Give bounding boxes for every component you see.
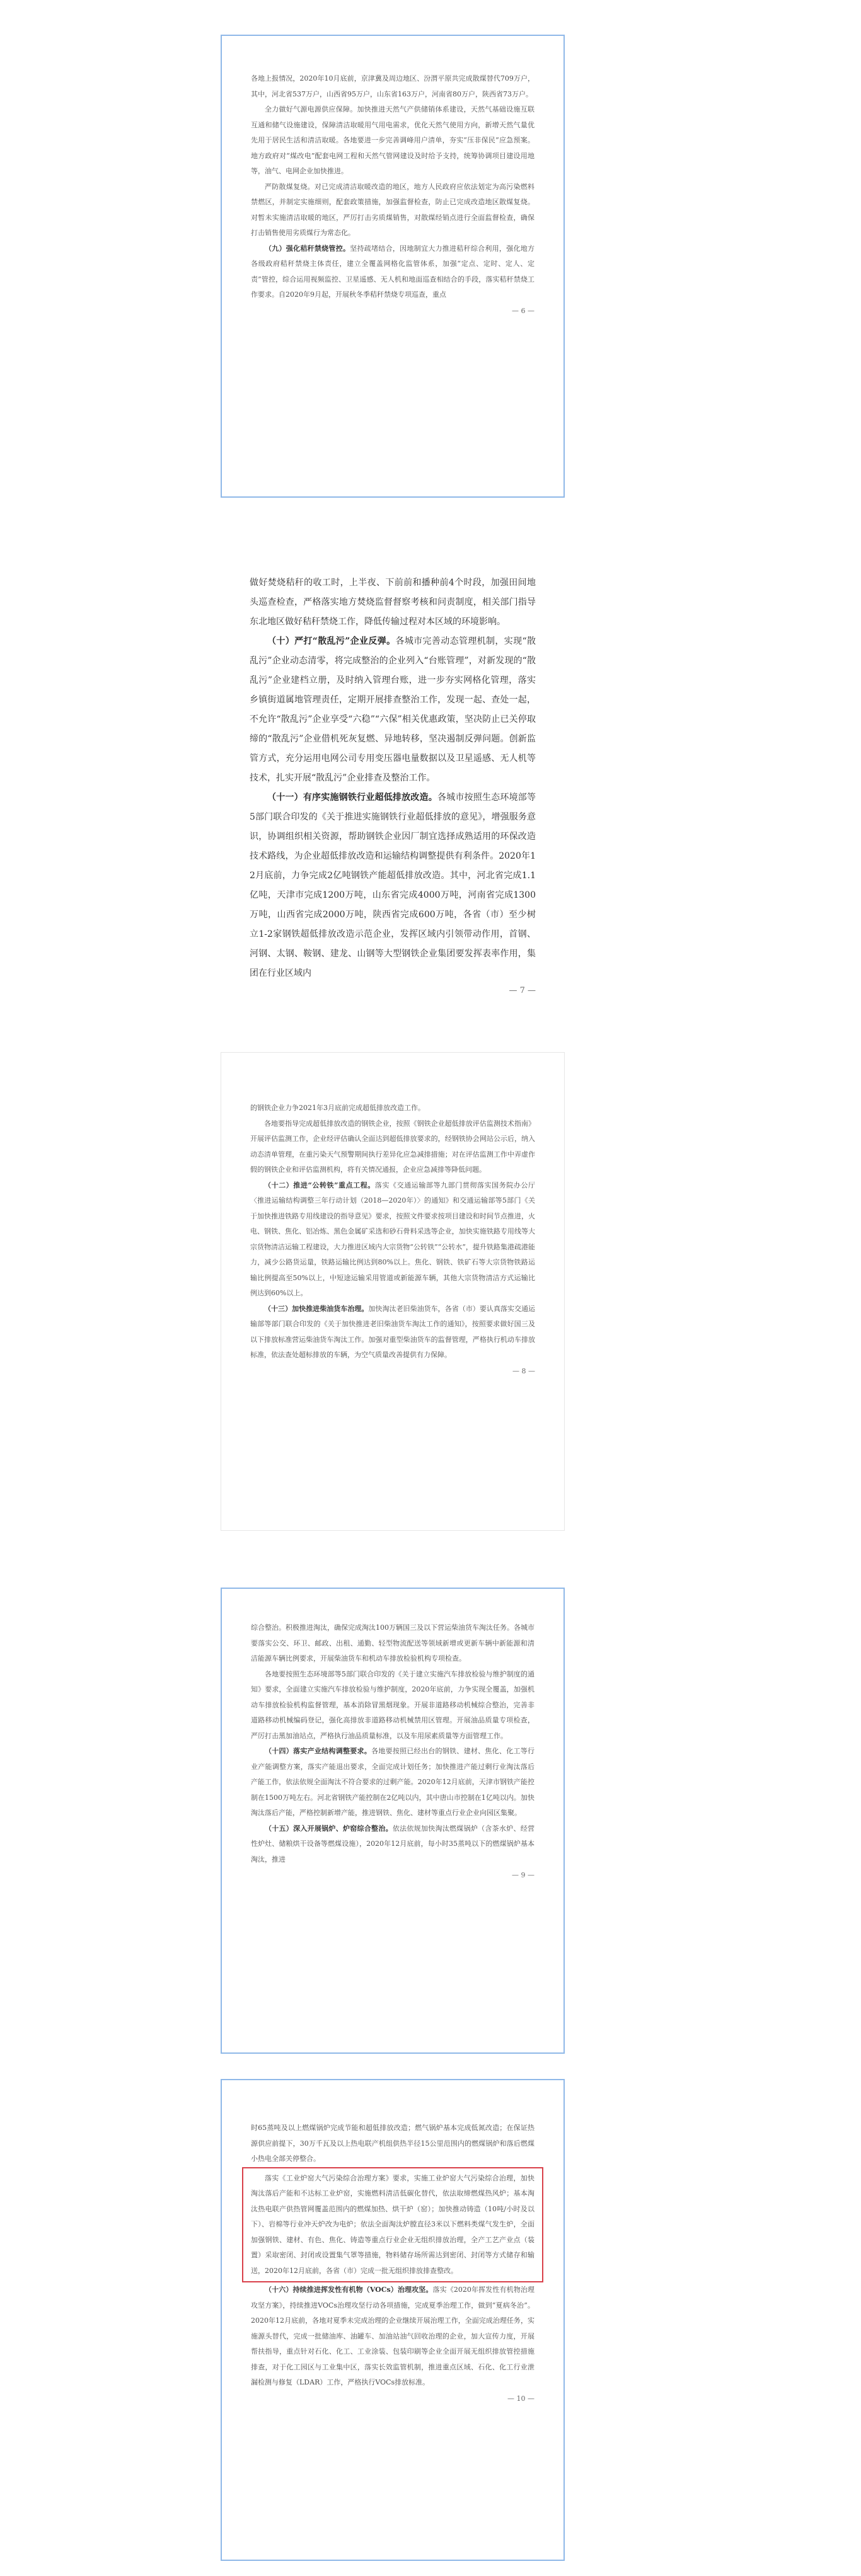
paragraph: 综合整治。积极推进淘汰，确保完成淘汰100万辆国三及以下营运柴油货车淘汰任务。各城市要落实公交、环卫、邮政、出租、通勤、轻型物流配送等领域新增或更新车辆中新能源和清洁能源车辆比例要求，开展柴油货车和机动车排放检验机构专项检查。 xyxy=(251,1623,535,1663)
document-page-4 xyxy=(221,1588,565,2054)
paragraph-text: 落实《2020年挥发性有机物治理攻坚方案》，持续推进VOCs治理攻坚行动各项措施，完成夏季治理工作，做到“夏病冬治”。2020年12月底前，各地对夏季未完成治理的企业继续开展治理工作，全面完成治理任务，实施源头替代，完成一批储油库、油罐车、加油站油气回收治理的企业，加大宣传力度，开展帮扶指导，重点针对石化、化工、工业涂装、包装印刷等企业全面开展无组织排放管控措施排查，对于化工园区与工业集中区，落实长效监管机制，推进重点区域、石化、化工行业泄漏检测与修复（LDAR）工作，严格执行VOCs排放标准。 xyxy=(251,2286,535,2386)
section-heading: （十二）推进“公转铁”重点工程。 xyxy=(264,1181,375,1189)
page-body xyxy=(251,71,535,303)
paragraph-text: 坚持疏堵结合，因地制宜大力推进秸秆综合利用，强化地方各级政府秸秆禁烧主体责任，建立全覆盖网格化监管体系，加强“定点、定时、定人、定责”管控，综合运用视频监控、卫星遥感、无人机和地面巡查相结合的手段，落实秸秆禁烧工作要求。自2020年9月起，开展秋冬季秸秆禁烧专项巡查，重点 xyxy=(251,244,535,299)
paragraph: 各地上报情况，2020年10月底前，京津冀及周边地区、汾渭平原共完成散煤替代709万户，其中，河北省537万户，山西省95万户，山东省163万户，河南省80万户，陕西省73万户。 xyxy=(251,74,535,98)
document-page-3 xyxy=(221,1052,565,1531)
paragraph-text: 依法依规加快淘汰燃煤锅炉（含茶水炉、经营性炉灶、储粮烘干设备等燃煤设施），2020年12月底前，每小时35蒸吨以下的燃煤锅炉基本淘汰，推进 xyxy=(251,1824,535,1863)
section-heading: （十一）有序实施钢铁行业超低排放改造。 xyxy=(267,793,437,803)
document-page-5 xyxy=(221,2079,565,2561)
section-heading: （十五）深入开展锅炉、炉窑综合整治。 xyxy=(265,1824,393,1833)
paragraph xyxy=(251,241,535,303)
paragraph: 的钢铁企业力争2021年3月底前完成超低排放改造工作。 xyxy=(250,1104,425,1112)
document-page-1 xyxy=(221,35,565,498)
paragraph: 严防散煤复烧。对已完成清洁取暖改造的地区，地方人民政府应依法划定为高污染燃料禁燃区，并制定实施细则，配套政策措施，加强监督检查，防止已完成改造地区散煤复烧。对暂未实施清洁取暖的地区，严厉打击劣质煤销售，对散煤经销点进行全面监督检查，确保打击销售使用劣质煤行为常态化。 xyxy=(251,182,535,237)
page-body xyxy=(250,1101,535,1363)
paragraph-text: 各地要按照已经出台的钢铁、建材、焦化、化工等行业产能调整方案，落实产能退出要求，全面完成计划任务；加快推进产能过剩行业淘汰落后产能工作，依法依规全面淘汰不符合要求的过剩产能。2020年12月底前，天津市钢铁产能控制在1500万吨左右。河北省钢铁产能控制在2亿吨以内，其中唐山市控制在1亿吨以内。加快淘汰落后产能，严格控制新增产能，推进钢铁、焦化、建材等重点行业企业向园区集聚。 xyxy=(251,1747,535,1817)
page-number: — 7 — xyxy=(509,986,536,995)
section-heading: （十三）加快推进柴油货车治理。 xyxy=(264,1304,369,1313)
paragraph: 做好焚烧秸秆的收工时，上半夜、下前前和播种前4个时段，加强田间地头巡查检查，严格落实地方焚烧监督督察考核和问责制度，相关部门指导东北地区做好秸秆禁烧工作，降低传输过程对本区域的环境影响。 xyxy=(250,578,536,627)
page-number: — 10 — xyxy=(507,2394,535,2403)
page-body xyxy=(250,573,536,983)
paragraph xyxy=(250,1178,535,1302)
document-page-2 xyxy=(221,548,565,1017)
paragraph: 各地要按照生态环境部等5部门联合印发的《关于建立实施汽车排放检验与维护制度的通知》要求，全面建立实施汽车排放检验与维护制度，2020年底前，力争实现全覆盖，加强机动车排放检验机构监督管理，基本消除冒黑烟现象。开展非道路移动机械综合整治，完善非道路移动机械编码登记，强化高排放非道路移动机械禁用区管理。开展油品质量专项检查，严厉打击黑加油站点，严格执行油品质量标准，以及车用尿素质量等方面管理工作。 xyxy=(251,1669,535,1740)
paragraph xyxy=(251,1744,535,1821)
paragraph xyxy=(250,788,536,983)
paragraph xyxy=(251,2282,535,2391)
paragraph: 落实《工业炉窑大气污染综合治理方案》要求，实施工业炉窑大气污染综合治理，加快淘汰落后产能和不达标工业炉窑，实施燃料清洁低碳化替代，依法取缔燃煤热风炉；基本淘汰热电联产供热管网覆盖范围内的燃煤加热、烘干炉（窑）；加快推动铸造（10吨/小时及以下）、岩棉等行业冲天炉改为电炉；依法全面淘汰炉膛直径3米以下燃料类煤气发生炉，全面加强钢铁、建材、有色、焦化、铸造等重点行业企业无组织排放治理，全产工艺产业点（装置）采取密闭、封闭或设置集气罩等措施，物料储存场所需达到密闭、封闭等方式储存和输送，2020年12月底前，各省（市）完成一批无组织排放排查整改。 xyxy=(251,2173,535,2275)
section-heading: （九）强化秸秆禁烧管控。 xyxy=(265,244,350,253)
paragraph-text: 各城市按照生态环境部等5部门联合印发的《关于推进实施钢铁行业超低排放的意见》，增强服务意识，协调组织相关资源，帮助钢铁企业因厂制宜选择成熟适用的环保改造技术路线，为企业超低排放改造和运输结构调整提供有利条件。2020年12月底前，力争完成2亿吨钢铁产能超低排放改造。其中，河北省完成1.1亿吨，天津市完成1200万吨，山东省完成4000万吨，河南省完成1300万吨，山西省完成2000万吨，陕西省完成600万吨，各省（市）至少树立1-2家钢铁超低排放改造示范企业，发挥区域内引领带动作用，首钢、河钢、太钢、鞍钢、建龙、山钢等大型钢铁企业集团要发挥表率作用，集团在行业区域内 xyxy=(250,793,536,978)
section-heading: （十）严打“散乱污”企业反弹。 xyxy=(267,636,396,646)
paragraph-text: 落实《交通运输部等九部门贯彻落实国务院办公厅〈推进运输结构调整三年行动计划（2018—2020年）〉的通知》和交通运输部等5部门《关于加快推进铁路专用线建设的指导意见》要求，按照文件要求按项目建设和时间节点推进，火电、钢铁、焦化、铝冶炼、黑色金属矿采选和砂石骨料采选等企业，加快实施铁路专用线等大宗货物清洁运输工程建设，大力推进区域内大宗货物“公转铁”“公转水”，提升铁路集港疏港能力，减少公路货运量，铁路运输比例达到80%以上。焦化、钢铁、铁矿石等大宗货物铁路运输比例提高至50%以上，中短途运输采用管道或新能源车辆，其他大宗货物清洁方式运输比例达到60%以上。 xyxy=(250,1181,536,1297)
paragraph-text: 各城市完善动态管理机制，实现“散乱污”企业动态清零，将完成整治的企业列入“台账管理”，对新发现的“散乱污”企业建档立册，及时纳入管理台账，进一步夯实网格化管理，落实乡镇街道属地管理责任，定期开展排查整治工作，发现一起、查处一起，不允许“散乱污”企业享受“六稳”“六保”相关优惠政策，坚决防止已关停取缔的“散乱污”企业借机死灰复燃、异地转移，坚决遏制反弹问题。创新监管方式，充分运用电网公司专用变压器电量数据以及卫星遥感、无人机等技术，扎实开展“散乱污”企业排查及整治工作。 xyxy=(250,636,536,783)
page-number: — 6 — xyxy=(512,306,535,315)
paragraph xyxy=(251,1821,535,1868)
paragraph xyxy=(250,632,536,788)
page-body xyxy=(251,2121,535,2391)
paragraph: 时65蒸吨及以上燃煤锅炉完成节能和超低排放改造；燃气锅炉基本完成低氮改造；在保证热源供应前提下，30万千瓦及以上热电联产机组供热半径15公里范围内的燃煤锅炉和落后燃煤小热电全部关停整合。 xyxy=(251,2124,535,2163)
section-heading: （十四）落实产业结构调整要求。 xyxy=(265,1747,372,1755)
paragraph: 各地要指导完成超低排放改造的钢铁企业，按照《钢铁企业超低排放评估监测技术指南》开展评估监测工作，企业经评估确认全面达到超低排放要求的，经钢铁协会网站公示后，纳入动态清单管理，在重污染天气预警期间执行差异化应急减排措施；对在评估监测工作中弄虚作假的钢铁企业和评估监测机构，将有关情况通报，企业应急减排等降低问题。 xyxy=(250,1119,535,1174)
page-number: — 8 — xyxy=(512,1366,535,1375)
paragraph xyxy=(250,1302,535,1363)
page-body xyxy=(251,1620,535,1867)
section-heading: （十六）持续推进挥发性有机物（VOCs）治理攻坚。 xyxy=(265,2286,433,2294)
paragraph-text: 加快淘汰老旧柴油货车，各省（市）要认真落实交通运输部等部门联合印发的《关于加快推进老旧柴油货车淘汰工作的通知》，按照要求做好国三及以下排放标准营运柴油货车淘汰工作。加强对重型柴油货车的监督管理，严格执行机动车排放标准，依法查处超标排放的车辆，为空气质量改善提供有力保障。 xyxy=(250,1304,536,1359)
highlighted-passage xyxy=(242,2167,543,2283)
page-number: — 9 — xyxy=(512,1871,535,1879)
paragraph: 全力做好气源电源供应保障。加快推进天然气产供储销体系建设，天然气基础设施互联互通和储气设施建设，保障清洁取暖用气用电需求，优化天然气使用方向，新增天然气量优先用于居民生活和清洁取暖。各地要进一步完善调峰用户清单，夯实“压非保民”应急预案。地方政府对“煤改电”配套电网工程和天然气管网建设及时给予支持，统筹协调项目建设用地等，油气、电网企业加快推进。 xyxy=(251,105,535,175)
